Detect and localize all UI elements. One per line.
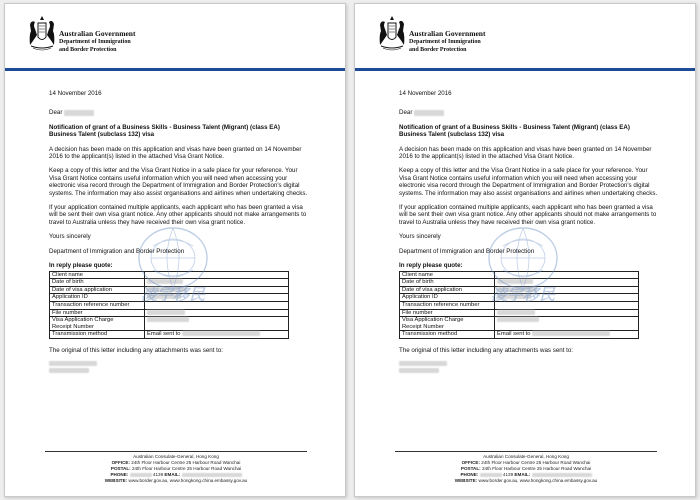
letter-date: 14 November 2016 [399,90,452,97]
footer-line1: Australian Consulate-General, Hong Kong [483,454,569,459]
paragraph-decision: A decision has been made on this application and visas have been granted on 14 November 2016 to the applicant(s) listed in the attached Visa Grant Notice. [49,145,302,161]
quote-header: In reply please quote: [399,262,463,270]
label-file-number: File number [400,309,495,317]
value-date-of-visa-application [145,286,289,294]
department-name-line2: and Border Protection [409,47,467,53]
table-row [50,301,289,309]
value-visa-application-charge [145,317,289,331]
footer-phone-email: PHONE: 4139 EMAIL: [45,472,307,478]
table-row [400,301,639,309]
table-row [400,294,639,302]
table-row [400,286,639,294]
table-row [50,286,289,294]
value-client-name [495,271,639,279]
footer-office: OFFICE: 24th Floor Harbour Centre 25 Harbour Road Wanchai [111,460,241,465]
value-file-number [495,309,639,317]
department-name-line1: Department of Immigration [409,39,481,45]
footer-postal: POSTAL: 24th Floor Harbour Centre 25 Harbour Road Wanchai [460,466,592,471]
label-visa-application-charge: Visa Application Charge Receipt Number [50,317,145,331]
coat-of-arms-icon [27,15,57,53]
signatory: Department of Immigration and Border Protection [399,247,535,255]
label-client-name: Client name [400,271,495,279]
table-row [50,271,289,279]
label-visa-application-charge: Visa Application Charge Receipt Number [400,317,495,331]
department-name-line1: Department of Immigration [59,39,131,45]
value-client-name [145,271,289,279]
footer [395,451,657,484]
quote-header: In reply please quote: [49,262,113,270]
original-sent-to: The original of this letter including any attachments was sent to: [49,347,224,354]
subject [399,124,661,139]
label-transmission-method: Transmission method [400,331,495,339]
paragraph-keep-copy: Keep a copy of this letter and the Visa Grant Notice in a safe place for your reference. Your Visa Grant Notice contains useful information which you will need when accessing your electronic visa record through the Department of Immigration and Border Protection's digital systems. The information may also assist organisations and airlines when undertaking checks. [399,167,658,197]
value-application-id [495,294,639,302]
value-date-of-birth [145,279,289,287]
footer-website: WEBSITE: www.border.gov.au, www.hongkong.china.embassy.gov.au [104,478,248,483]
table-row [50,279,289,287]
value-application-id [145,294,289,302]
label-date-of-visa-application: Date of visa application [50,286,145,294]
table-row [400,271,639,279]
signatory: Department of Immigration and Border Protection [49,247,185,255]
footer-phone-email: PHONE: 4139 EMAIL: [395,472,657,478]
watermark-text: 凌宇移民 [140,285,206,304]
table-row [50,294,289,302]
salutation: Dear [49,109,63,117]
label-client-name: Client name [50,271,145,279]
label-application-id: Application ID [50,294,145,302]
footer-website: WEBSITE: www.border.gov.au, www.hongkong.china.embassy.gov.au [454,478,598,483]
letterhead [377,15,677,61]
footer [45,451,307,484]
coat-of-arms-icon [377,15,407,53]
subject-line1: Notification of grant of a Business Skills - Business Talent (Migrant) (class EA) [49,123,280,131]
value-visa-application-charge [495,317,639,331]
value-transmission-method: Email sent to [495,331,639,339]
label-transaction-reference-number: Transaction reference number [400,301,495,309]
label-file-number: File number [50,309,145,317]
letter-body [49,90,311,373]
salutation-line [399,109,661,116]
letterhead-rule [355,68,695,71]
subject-line1: Notification of grant of a Business Skills - Business Talent (Migrant) (class EA) [399,123,630,131]
value-date-of-birth [495,279,639,287]
letter-date: 14 November 2016 [49,90,102,97]
table-row [50,317,289,331]
subject-line2: Business Talent (subclass 132) visa [399,131,505,139]
closing: Yours sincerely [399,233,441,241]
salutation: Dear [399,109,413,117]
subject [49,124,311,139]
table-row [50,331,289,339]
watermark-text: 凌宇移民 [490,285,556,304]
redacted-address [399,361,661,373]
letterhead-rule [5,68,345,71]
reference-table [49,271,289,340]
redacted-name [414,110,444,116]
redacted-name [64,110,94,116]
label-date-of-birth: Date of birth [50,279,145,287]
table-row [400,279,639,287]
letter-page-left [4,3,346,497]
table-row [400,317,639,331]
paragraph-decision: A decision has been made on this application and visas have been granted on 14 November 2016 to the applicant(s) listed in the attached Visa Grant Notice. [399,145,652,161]
letterhead [27,15,327,61]
salutation-line [49,109,311,116]
letter-body [399,90,661,373]
original-sent-to: The original of this letter including any attachments was sent to: [399,347,574,354]
subject-line2: Business Talent (subclass 132) visa [49,131,155,139]
label-transaction-reference-number: Transaction reference number [50,301,145,309]
label-application-id: Application ID [400,294,495,302]
table-row [400,331,639,339]
redacted-address [49,361,311,373]
closing: Yours sincerely [49,233,91,241]
value-date-of-visa-application [495,286,639,294]
footer-line1: Australian Consulate-General, Hong Kong [133,454,219,459]
department-name-line2: and Border Protection [59,47,117,53]
paragraph-keep-copy: Keep a copy of this letter and the Visa Grant Notice in a safe place for your reference. Your Visa Grant Notice contains useful information which you will need when accessing your electronic visa record through the Department of Immigration and Border Protection's digital systems. The information may also assist organisations and airlines when undertaking checks. [49,167,308,197]
government-title: Australian Government [409,29,486,38]
paragraph-multiple-applicants: If your application contained multiple applicants, each applicant who has been granted a visa will be sent their own visa grant notice. Any other applicants should not make arrangements to travel to Australia unless they have received their own visa grant notice. [49,204,307,226]
table-row [50,309,289,317]
label-date-of-visa-application: Date of visa application [400,286,495,294]
letter-page-right [354,3,696,497]
value-file-number [145,309,289,317]
value-transaction-reference-number [145,301,289,309]
table-row [400,309,639,317]
footer-postal: POSTAL: 24th Floor Harbour Centre 25 Harbour Road Wanchai [110,466,242,471]
footer-office: OFFICE: 24th Floor Harbour Centre 25 Harbour Road Wanchai [461,460,591,465]
value-transmission-method: Email sent to [145,331,289,339]
government-title: Australian Government [59,29,136,38]
label-date-of-birth: Date of birth [400,279,495,287]
value-transaction-reference-number [495,301,639,309]
label-transmission-method: Transmission method [50,331,145,339]
reference-table [399,271,639,340]
paragraph-multiple-applicants: If your application contained multiple applicants, each applicant who has been granted a visa will be sent their own visa grant notice. Any other applicants should not make arrangements to travel to Australia unless they have received their own visa grant notice. [399,204,657,226]
